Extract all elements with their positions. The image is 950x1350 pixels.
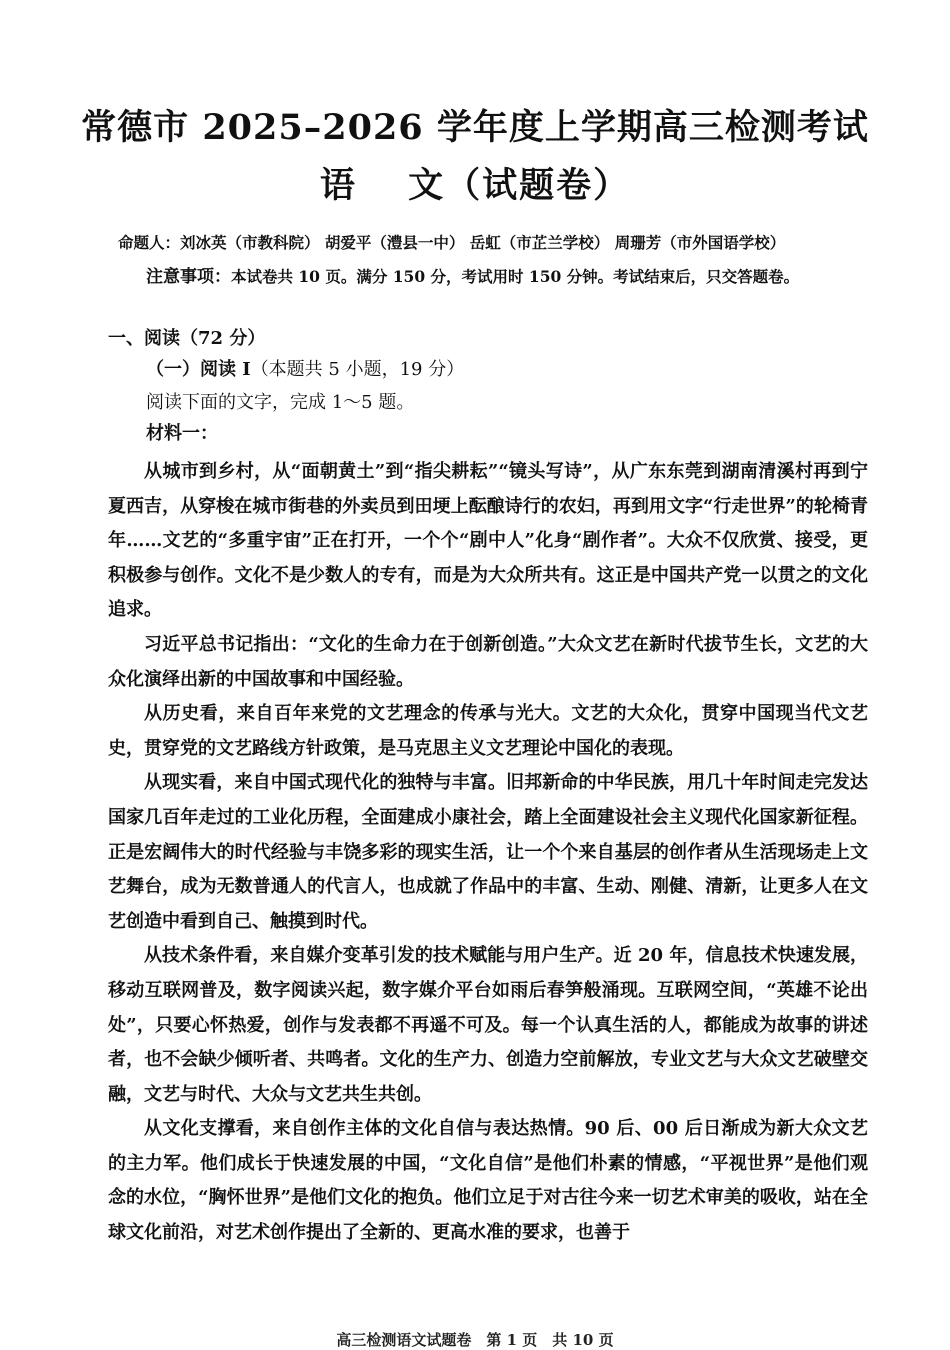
reading-passage xyxy=(108,455,868,1251)
subsection-heading xyxy=(146,357,464,383)
paragraph: 从历史看，来自百年来党的文艺理念的传承与光大。文艺的大众化，贯穿中国现当代文艺史，贯穿党的文艺路线方针政策，是马克思主义文艺理论中国化的表现。 xyxy=(108,703,868,759)
section-heading: 一、阅读（72 分） xyxy=(108,328,266,349)
notice-text: 本试卷共 10 页。满分 150 分，考试用时 150 分钟。考试结束后，只交答题卷。 xyxy=(231,267,800,286)
page-footer: 高三检测语文试题卷 第 1 页 共 10 页 xyxy=(336,1331,614,1349)
notice-line xyxy=(146,265,799,289)
paragraph: 从技术条件看，来自媒介变革引发的技术赋能与用户生产。近 20 年，信息技术快速发展，移动互联网普及，数字阅读兴起，数字媒介平台如雨后春笋般涌现。互联网空间，“英雄不论出处”，只要心怀热爱，创作与发表都不再遥不可及。每一个认真生活的人，都能成为故事的讲述者，也不会缺少倾听者、共鸣者。文化的生产力、创造力空前解放，专业文艺与大众文艺破壁交融，文艺与时代、大众与文艺共生共创。 xyxy=(108,945,868,1105)
paragraph: 从文化支撑看，来自创作主体的文化自信与表达热情。90 后、00 后日渐成为新大众文艺的主力军。他们成长于快速发展的中国，“文化自信”是他们朴素的情感，“平视世界”是他们观念的水位，“胸怀世界”是他们文化的抱负。他们立足于对古往今来一切艺术审美的吸收，站在全球文化前沿，对艺术创作提出了全新的、更高水准的要求，也善于 xyxy=(108,1118,868,1244)
exam-title: 常德市 2025–2026 学年度上学期高三检测考试 xyxy=(81,107,869,148)
paragraph: 习近平总书记指出：“文化的生命力在于创新创造。”大众文艺在新时代拔节生长，文艺的大众化演绎出新的中国故事和中国经验。 xyxy=(108,633,868,690)
material-label: 材料一： xyxy=(146,423,218,444)
notice-label: 注意事项： xyxy=(146,267,231,287)
subsection-detail: （本题共 5 小题，19 分） xyxy=(250,359,465,380)
paragraph: 从城市到乡村，从“面朝黄土”到“指尖耕耘”“镜头写诗”，从广东东莞到湖南清溪村再到宁夏西吉，从穿梭在城市街巷的外卖员到田埂上酝酿诗行的农妇，再到用文字“行走世界”的轮椅青年……文艺的“多重宇宙”正在打开，一个个“剧中人”化身“剧作者”。大众不仅欣赏、接受，更积极参与创作。文化不是少数人的专有，而是为大众所共有。这正是中国共产党一以贯之的文化追求。 xyxy=(108,461,868,621)
subsection-label: （一）阅读 I xyxy=(146,359,251,380)
exam-subtitle: 语 文（试题卷） xyxy=(319,165,631,206)
authors-line: 命题人：刘冰英（市教科院） 胡爱平（澧县一中） 岳虹（市芷兰学校） 周珊芳（市外国语学校） xyxy=(118,233,786,252)
paragraph: 从现实看，来自中国式现代化的独特与丰富。旧邦新命的中华民族，用几十年时间走完发达国家几百年走过的工业化历程，全面建成小康社会，踏上全面建设社会主义现代化国家新征程。正是宏阔伟大的时代经验与丰饶多彩的现实生活，让一个个来自基层的创作者从生活现场走上文艺舞台，成为无数普通人的代言人，也成就了作品中的丰富、生动、刚健、清新，让更多人在文艺创造中看到自己、触摸到时代。 xyxy=(108,772,868,932)
instruction-text: 阅读下面的文字，完成 1～5 题。 xyxy=(146,392,415,413)
